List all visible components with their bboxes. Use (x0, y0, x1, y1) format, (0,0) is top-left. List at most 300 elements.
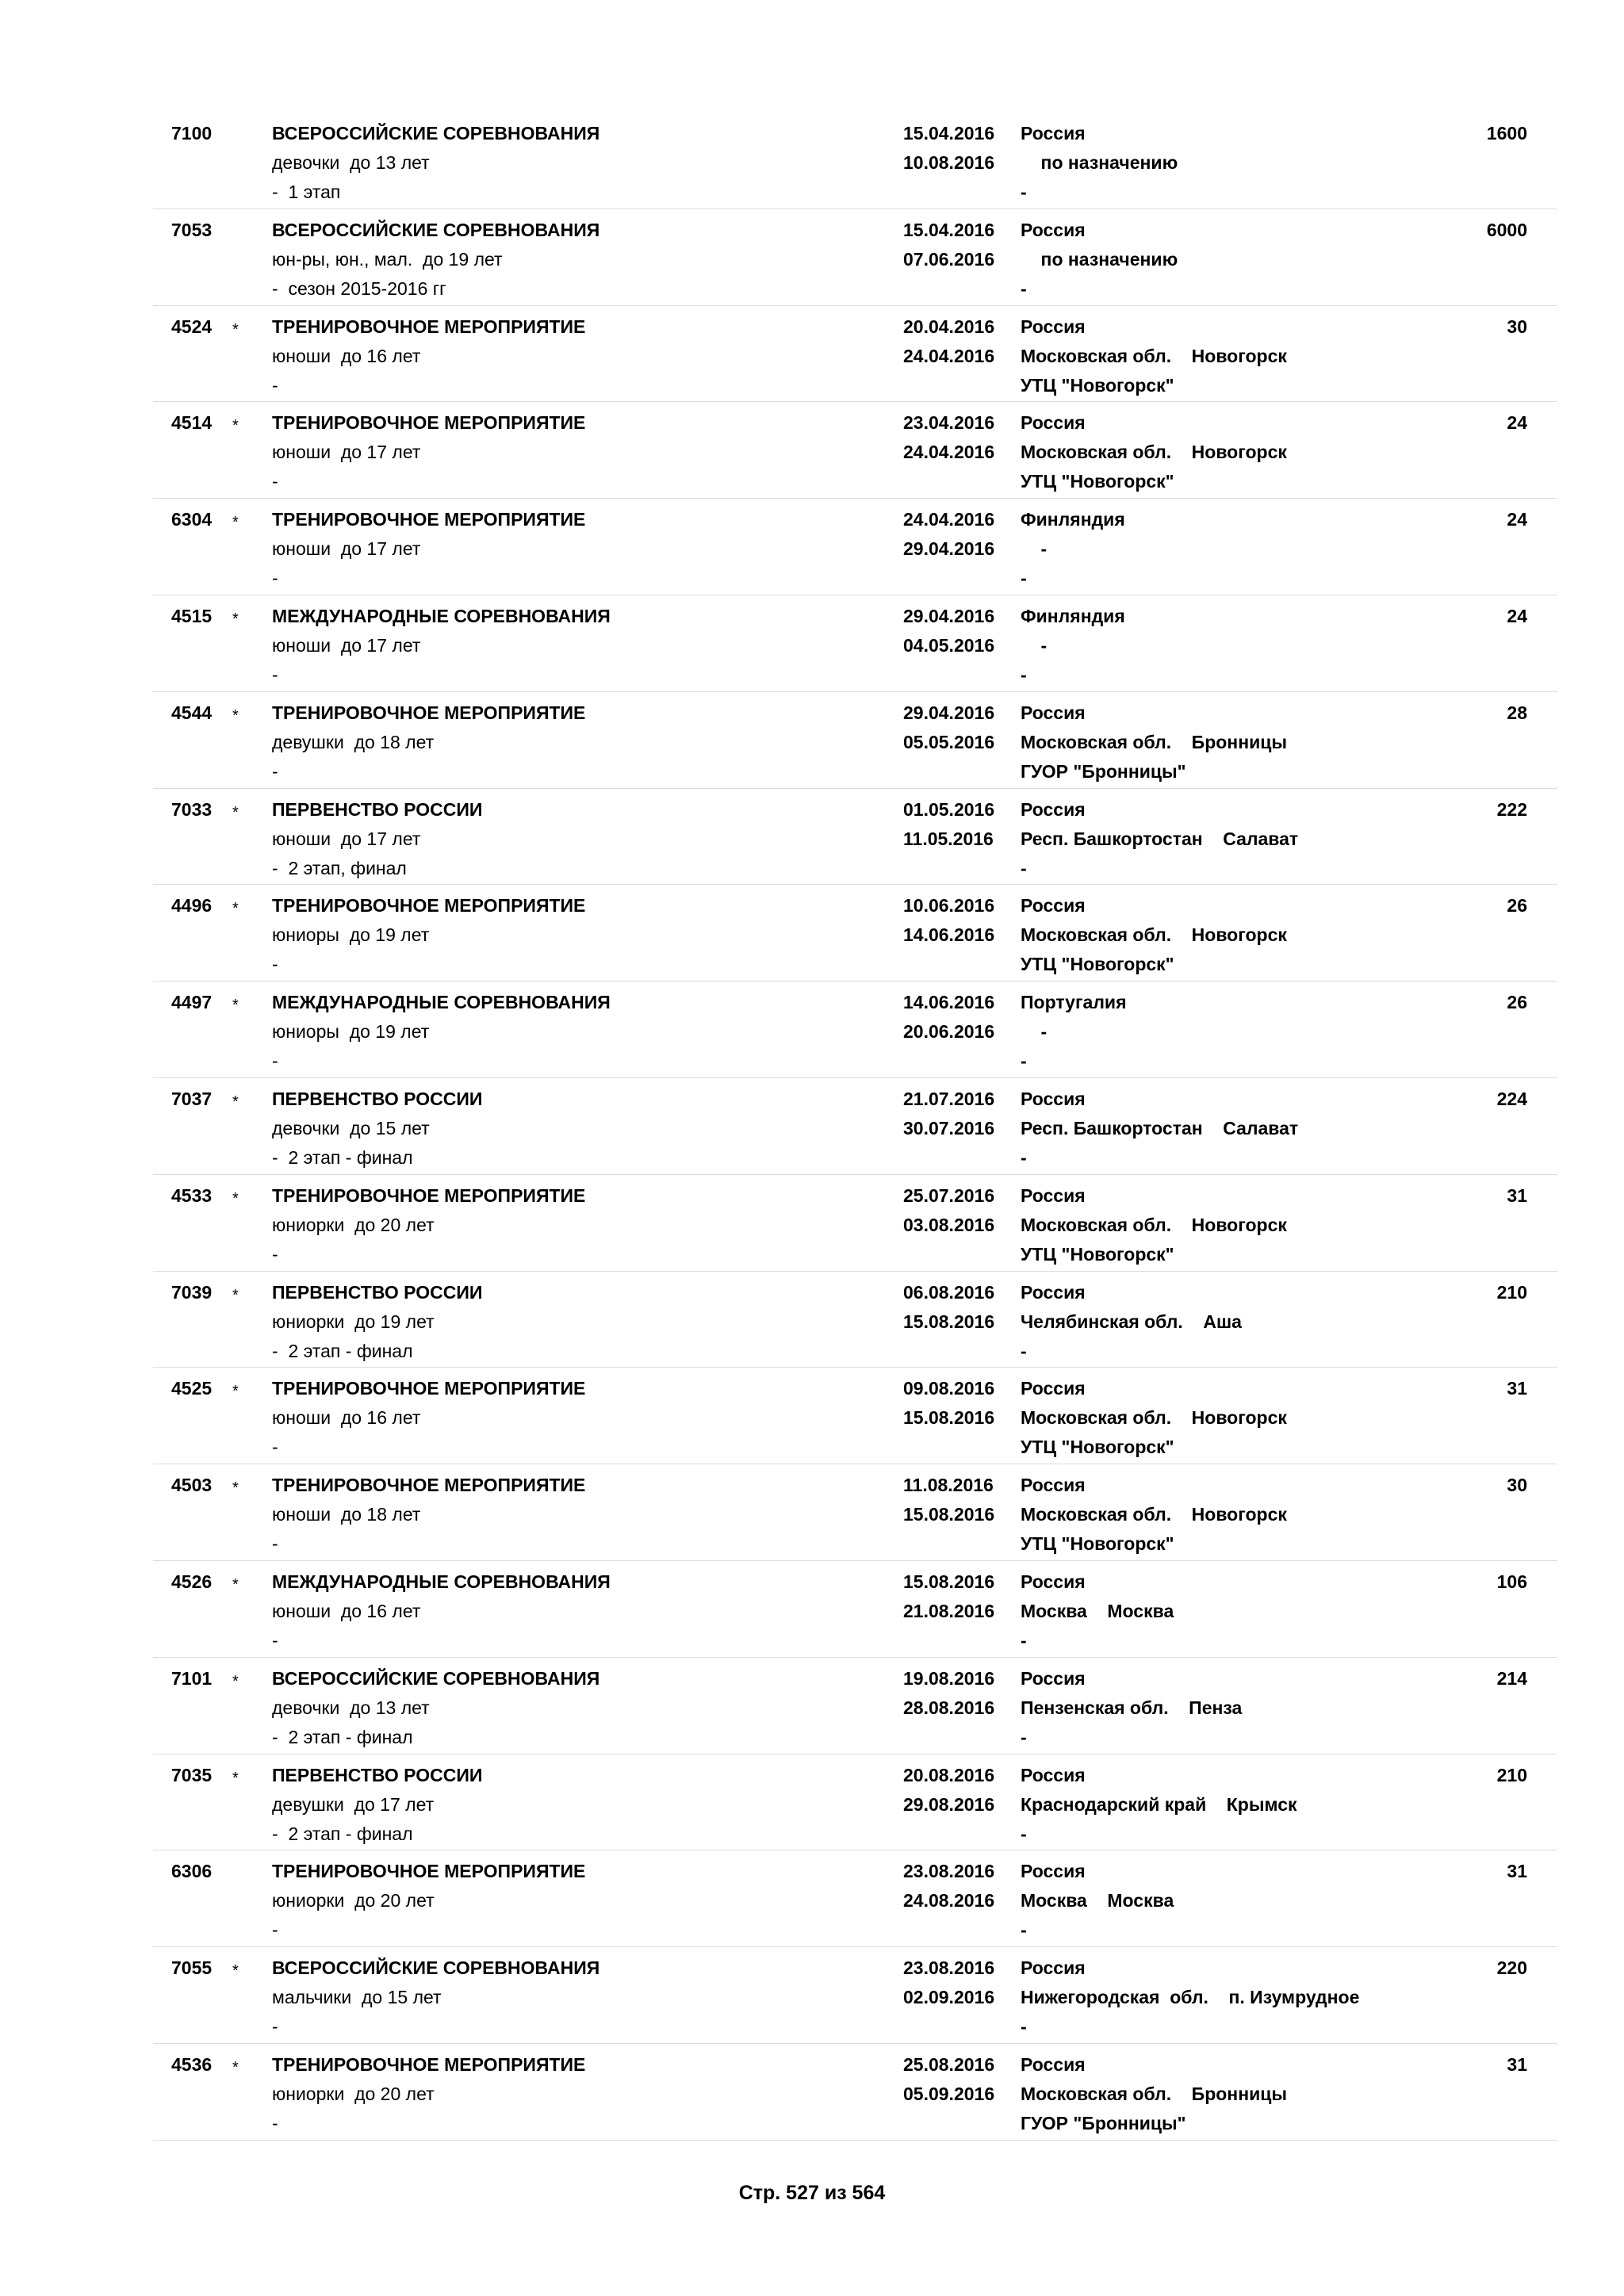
venue: УТЦ "Новогорск" (1021, 1243, 1174, 1265)
star-marker: * (232, 803, 239, 821)
end-date: 24.04.2016 (903, 442, 995, 463)
end-date: 24.08.2016 (903, 1890, 995, 1911)
event-info (272, 505, 585, 593)
event-type: ТРЕНИРОВОЧНОЕ МЕРОПРИЯТИЕ (272, 702, 586, 723)
event-dates (903, 216, 994, 274)
event-code: 4515 (171, 605, 213, 626)
event-location (1021, 698, 1287, 786)
event-code: 7100 (171, 123, 213, 144)
venue: УТЦ "Новогорск" (1021, 471, 1174, 492)
event-code: 7033 (171, 798, 213, 820)
table-row (153, 982, 1557, 1078)
end-date: 24.04.2016 (903, 345, 995, 366)
event-stage: - сезон 2015-2016 гг (272, 277, 446, 299)
end-date: 11.05.2016 (903, 828, 994, 849)
event-code: 7101 (171, 1667, 213, 1689)
country: Россия (1021, 798, 1086, 820)
event-stage: - (272, 1533, 278, 1555)
event-location (1021, 891, 1287, 979)
event-location (1021, 2050, 1287, 2138)
event-stage: - (272, 664, 278, 685)
event-location (1021, 1278, 1242, 1366)
event-type: ПЕРВЕНСТВО РОССИИ (272, 1088, 483, 1109)
event-code: 4544 (171, 702, 213, 723)
start-date: 11.08.2016 (903, 1475, 994, 1496)
age-group: юниоры до 19 лет (272, 1021, 430, 1043)
participant-count: 214 (1496, 1667, 1527, 1689)
event-type: ВСЕРОССИЙСКИЕ СОРЕВНОВАНИЯ (272, 123, 600, 144)
country: Россия (1021, 123, 1086, 144)
start-date: 25.07.2016 (903, 1184, 995, 1206)
event-stage: - 2 этап - финал (272, 1340, 413, 1361)
end-date: 07.06.2016 (903, 248, 995, 270)
star-marker: * (232, 1479, 239, 1498)
event-info (272, 216, 599, 304)
start-date: 20.04.2016 (903, 316, 995, 337)
table-row (153, 209, 1557, 306)
region-city: Нижегородская обл. п. Изумрудное (1021, 1987, 1360, 2008)
event-type: МЕЖДУНАРОДНЫЕ СОРЕВНОВАНИЯ (272, 605, 611, 626)
table-row (153, 789, 1557, 886)
event-table (153, 113, 1557, 2141)
start-date: 19.08.2016 (903, 1667, 995, 1689)
participant-count: 26 (1507, 992, 1527, 1013)
event-type: ТРЕНИРОВОЧНОЕ МЕРОПРИЯТИЕ (272, 1475, 586, 1496)
venue: - (1021, 182, 1027, 202)
event-type: ТРЕНИРОВОЧНОЕ МЕРОПРИЯТИЕ (272, 2053, 586, 2075)
event-type: ПЕРВЕНСТВО РОССИИ (272, 1764, 483, 1785)
star-marker: * (232, 1286, 239, 1304)
venue: ГУОР "Бронницы" (1021, 2112, 1186, 2133)
event-code: 4526 (171, 1571, 213, 1592)
age-group: девушки до 17 лет (272, 1793, 435, 1815)
participant-count: 1600 (1486, 123, 1527, 144)
country: Россия (1021, 1667, 1086, 1689)
age-group: девочки до 15 лет (272, 1117, 430, 1138)
start-date: 23.04.2016 (903, 412, 995, 434)
event-code: 7053 (171, 219, 213, 240)
event-dates (903, 1374, 994, 1433)
star-marker: * (232, 1769, 239, 1787)
country: Россия (1021, 1861, 1086, 1882)
event-location (1021, 1954, 1359, 2042)
age-group: юноши до 17 лет (272, 442, 421, 463)
end-date: 15.08.2016 (903, 1504, 995, 1525)
event-dates (903, 891, 994, 950)
country: Россия (1021, 316, 1086, 337)
participant-count: 24 (1507, 412, 1527, 434)
venue: - (1021, 1726, 1027, 1747)
table-row (153, 1272, 1557, 1368)
event-stage: - (272, 374, 278, 396)
event-dates (903, 1761, 994, 1820)
table-row (153, 402, 1557, 499)
region-city: Краснодарский край Крымск (1021, 1793, 1297, 1815)
event-dates (903, 1567, 994, 1626)
table-row (153, 885, 1557, 982)
start-date: 01.05.2016 (903, 798, 995, 820)
country: Россия (1021, 412, 1086, 434)
event-location (1021, 1761, 1297, 1849)
star-marker: * (232, 514, 239, 532)
event-stage: - (272, 760, 278, 782)
start-date: 29.04.2016 (903, 702, 995, 723)
end-date: 29.08.2016 (903, 1793, 995, 1815)
venue: - (1021, 1823, 1027, 1844)
event-dates (903, 1664, 994, 1723)
event-info (272, 1278, 482, 1366)
star-marker: * (232, 2058, 239, 2076)
age-group: юноши до 17 лет (272, 538, 421, 560)
participant-count: 24 (1507, 509, 1527, 530)
event-location (1021, 795, 1298, 883)
event-info (272, 795, 482, 883)
region-city: - (1021, 538, 1048, 560)
age-group: юноши до 18 лет (272, 1504, 421, 1525)
region-city: Респ. Башкортостан Салават (1021, 1117, 1299, 1138)
age-group: юноши до 17 лет (272, 828, 421, 849)
country: Россия (1021, 1764, 1086, 1785)
end-date: 28.08.2016 (903, 1697, 995, 1718)
venue: - (1021, 1629, 1027, 1651)
event-type: ТРЕНИРОВОЧНОЕ МЕРОПРИЯТИЕ (272, 1861, 586, 1882)
participant-count: 220 (1496, 1957, 1527, 1979)
event-stage: - (272, 1437, 278, 1458)
participant-count: 222 (1496, 798, 1527, 820)
table-row (153, 499, 1557, 595)
event-code: 7035 (171, 1764, 213, 1785)
region-city: Московская обл. Новогорск (1021, 1504, 1287, 1525)
event-info (272, 1567, 611, 1655)
country: Россия (1021, 1281, 1086, 1303)
country: Финляндия (1021, 509, 1125, 530)
event-location (1021, 1374, 1287, 1462)
participant-count: 210 (1496, 1281, 1527, 1303)
start-date: 15.04.2016 (903, 123, 995, 144)
event-dates (903, 698, 994, 757)
venue: - (1021, 1340, 1027, 1361)
event-info (272, 1471, 585, 1559)
region-city: Московская обл. Новогорск (1021, 1214, 1287, 1235)
event-dates (903, 312, 994, 371)
venue: - (1021, 1050, 1027, 1072)
event-dates (903, 988, 994, 1047)
event-location (1021, 1567, 1174, 1655)
region-city: Московская обл. Новогорск (1021, 924, 1287, 946)
event-dates (903, 119, 994, 178)
table-row (153, 692, 1557, 789)
table-row (153, 2044, 1557, 2141)
start-date: 23.08.2016 (903, 1861, 995, 1882)
age-group: юноши до 16 лет (272, 1600, 421, 1621)
event-location (1021, 988, 1127, 1076)
event-location (1021, 312, 1287, 400)
event-dates (903, 1954, 994, 2012)
start-date: 20.08.2016 (903, 1764, 995, 1785)
country: Финляндия (1021, 605, 1125, 626)
table-row (153, 1947, 1557, 2044)
age-group: юноши до 16 лет (272, 345, 421, 366)
start-date: 09.08.2016 (903, 1378, 995, 1399)
event-info (272, 119, 599, 207)
star-marker: * (232, 1189, 239, 1207)
table-row (153, 1078, 1557, 1175)
event-code: 4525 (171, 1378, 213, 1399)
event-location (1021, 408, 1287, 496)
event-dates (903, 505, 994, 564)
event-type: ТРЕНИРОВОЧНОЕ МЕРОПРИЯТИЕ (272, 412, 586, 434)
age-group: девушки до 18 лет (272, 731, 435, 752)
age-group: юн-ры, юн., мал. до 19 лет (272, 248, 503, 270)
event-type: МЕЖДУНАРОДНЫЕ СОРЕВНОВАНИЯ (272, 1571, 611, 1592)
age-group: юниорки до 19 лет (272, 1311, 435, 1332)
venue: ГУОР "Бронницы" (1021, 760, 1186, 782)
region-city: Московская обл. Новогорск (1021, 345, 1287, 366)
participant-count: 30 (1507, 1475, 1527, 1496)
event-dates (903, 1085, 994, 1143)
table-row (153, 113, 1557, 209)
event-location (1021, 1181, 1287, 1269)
event-type: ТРЕНИРОВОЧНОЕ МЕРОПРИЯТИЕ (272, 1184, 586, 1206)
event-stage: - (272, 568, 278, 589)
event-code: 4503 (171, 1475, 213, 1496)
age-group: юниорки до 20 лет (272, 1214, 435, 1235)
star-marker: * (232, 1093, 239, 1111)
country: Россия (1021, 1184, 1086, 1206)
region-city: - (1021, 634, 1048, 656)
star-marker: * (232, 1383, 239, 1401)
end-date: 14.06.2016 (903, 924, 995, 946)
page-number: Стр. 527 из 564 (738, 2182, 886, 2204)
event-dates (903, 1181, 994, 1240)
venue: УТЦ "Новогорск" (1021, 1437, 1174, 1458)
participant-count: 30 (1507, 316, 1527, 337)
country: Россия (1021, 702, 1086, 723)
event-type: МЕЖДУНАРОДНЫЕ СОРЕВНОВАНИЯ (272, 992, 611, 1013)
end-date: 15.08.2016 (903, 1407, 995, 1429)
region-city: Московская обл. Бронницы (1021, 2083, 1288, 2104)
age-group: юниоры до 19 лет (272, 924, 430, 946)
event-dates (903, 795, 994, 854)
event-location (1021, 1664, 1242, 1752)
end-date: 29.04.2016 (903, 538, 995, 560)
region-city: - (1021, 1021, 1048, 1043)
event-dates (903, 602, 994, 660)
venue: УТЦ "Новогорск" (1021, 1533, 1174, 1555)
region-city: Москва Москва (1021, 1600, 1174, 1621)
event-code: 7037 (171, 1088, 213, 1109)
event-code: 4533 (171, 1184, 213, 1206)
table-row (153, 1464, 1557, 1561)
event-dates (903, 2050, 994, 2109)
event-info (272, 1085, 482, 1173)
participant-count: 31 (1507, 2053, 1527, 2075)
event-stage: - 2 этап - финал (272, 1726, 413, 1747)
event-info (272, 312, 585, 400)
country: Португалия (1021, 992, 1127, 1013)
star-marker: * (232, 1575, 239, 1594)
participant-count: 31 (1507, 1184, 1527, 1206)
event-code: 4524 (171, 316, 213, 337)
event-code: 6304 (171, 509, 213, 530)
venue: - (1021, 1146, 1027, 1168)
event-code: 4496 (171, 895, 213, 916)
event-location (1021, 216, 1178, 304)
venue: - (1021, 568, 1027, 589)
country: Россия (1021, 2053, 1086, 2075)
end-date: 03.08.2016 (903, 1214, 995, 1235)
participant-count: 6000 (1486, 219, 1527, 240)
event-info (272, 1664, 599, 1752)
event-stage: - (272, 1243, 278, 1265)
event-stage: - 1 этап (272, 182, 341, 202)
end-date: 30.07.2016 (903, 1117, 995, 1138)
star-marker: * (232, 997, 239, 1015)
start-date: 15.08.2016 (903, 1571, 995, 1592)
age-group: юноши до 16 лет (272, 1407, 421, 1429)
event-code: 7039 (171, 1281, 213, 1303)
event-info (272, 602, 611, 690)
event-dates (903, 1857, 994, 1915)
table-row (153, 306, 1557, 403)
participant-count: 224 (1496, 1088, 1527, 1109)
participant-count: 31 (1507, 1861, 1527, 1882)
venue: - (1021, 1919, 1027, 1941)
region-city: Московская обл. Новогорск (1021, 1407, 1287, 1429)
event-type: ВСЕРОССИЙСКИЕ СОРЕВНОВАНИЯ (272, 1957, 600, 1979)
event-stage: - (272, 1050, 278, 1072)
table-row (153, 1368, 1557, 1464)
event-info (272, 1374, 585, 1462)
event-dates (903, 1471, 994, 1529)
start-date: 10.06.2016 (903, 895, 995, 916)
event-stage: - (272, 954, 278, 975)
venue: УТЦ "Новогорск" (1021, 954, 1174, 975)
start-date: 06.08.2016 (903, 1281, 995, 1303)
event-stage: - 2 этап - финал (272, 1823, 413, 1844)
event-stage: - (272, 1919, 278, 1941)
end-date: 20.06.2016 (903, 1021, 995, 1043)
participant-count: 28 (1507, 702, 1527, 723)
start-date: 25.08.2016 (903, 2053, 995, 2075)
region-city: Челябинская обл. Аша (1021, 1311, 1242, 1332)
star-marker: * (232, 706, 239, 725)
start-date: 15.04.2016 (903, 219, 995, 240)
country: Россия (1021, 1088, 1086, 1109)
age-group: девочки до 13 лет (272, 1697, 430, 1718)
event-info (272, 891, 585, 979)
event-type: ТРЕНИРОВОЧНОЕ МЕРОПРИЯТИЕ (272, 1378, 586, 1399)
region-city: по назначению (1021, 152, 1178, 173)
star-marker: * (232, 1962, 239, 1980)
venue: УТЦ "Новогорск" (1021, 374, 1174, 396)
event-info (272, 1857, 585, 1945)
event-code: 6306 (171, 1861, 213, 1882)
event-location (1021, 1085, 1298, 1173)
region-city: по назначению (1021, 248, 1178, 270)
age-group: юниорки до 20 лет (272, 1890, 435, 1911)
event-location (1021, 505, 1125, 593)
end-date: 10.08.2016 (903, 152, 995, 173)
region-city: Москва Москва (1021, 1890, 1174, 1911)
country: Россия (1021, 895, 1086, 916)
event-code: 4536 (171, 2053, 213, 2075)
table-row (153, 1658, 1557, 1755)
end-date: 02.09.2016 (903, 1987, 995, 2008)
event-info (272, 988, 611, 1076)
star-marker: * (232, 320, 239, 339)
country: Россия (1021, 1571, 1086, 1592)
event-dates (903, 408, 994, 467)
end-date: 05.05.2016 (903, 731, 995, 752)
event-location (1021, 1857, 1174, 1945)
start-date: 14.06.2016 (903, 992, 995, 1013)
event-location (1021, 602, 1125, 690)
region-city: Московская обл. Бронницы (1021, 731, 1288, 752)
event-type: ТРЕНИРОВОЧНОЕ МЕРОПРИЯТИЕ (272, 895, 586, 916)
event-info (272, 1954, 599, 2042)
star-marker: * (232, 610, 239, 628)
participant-count: 31 (1507, 1378, 1527, 1399)
venue: - (1021, 2016, 1027, 2038)
venue: - (1021, 277, 1027, 299)
table-row (153, 1850, 1557, 1947)
age-group: девочки до 13 лет (272, 152, 430, 173)
event-info (272, 408, 585, 496)
event-type: ПЕРВЕНСТВО РОССИИ (272, 798, 483, 820)
event-type: ПЕРВЕНСТВО РОССИИ (272, 1281, 483, 1303)
star-marker: * (232, 417, 239, 435)
event-type: ТРЕНИРОВОЧНОЕ МЕРОПРИЯТИЕ (272, 316, 586, 337)
event-location (1021, 1471, 1287, 1559)
event-stage: - (272, 2016, 278, 2038)
event-info (272, 1761, 482, 1849)
region-city: Пензенская обл. Пенза (1021, 1697, 1243, 1718)
event-dates (903, 1278, 994, 1337)
event-type: ВСЕРОССИЙСКИЕ СОРЕВНОВАНИЯ (272, 219, 600, 240)
venue: - (1021, 664, 1027, 685)
event-type: ВСЕРОССИЙСКИЕ СОРЕВНОВАНИЯ (272, 1667, 600, 1689)
region-city: Респ. Башкортостан Салават (1021, 828, 1299, 849)
age-group: юноши до 17 лет (272, 634, 421, 656)
star-marker: * (232, 900, 239, 918)
event-stage: - (272, 471, 278, 492)
event-location (1021, 119, 1178, 207)
start-date: 21.07.2016 (903, 1088, 995, 1109)
start-date: 23.08.2016 (903, 1957, 995, 1979)
event-code: 4514 (171, 412, 213, 434)
event-info (272, 698, 585, 786)
event-info (272, 1181, 585, 1269)
event-code: 4497 (171, 992, 213, 1013)
age-group: мальчики до 15 лет (272, 1987, 442, 2008)
table-row (153, 1175, 1557, 1272)
end-date: 05.09.2016 (903, 2083, 995, 2104)
end-date: 21.08.2016 (903, 1600, 995, 1621)
table-row (153, 1755, 1557, 1851)
region-city: Московская обл. Новогорск (1021, 442, 1287, 463)
end-date: 04.05.2016 (903, 634, 995, 656)
event-code: 7055 (171, 1957, 213, 1979)
country: Россия (1021, 1957, 1086, 1979)
end-date: 15.08.2016 (903, 1311, 995, 1332)
event-stage: - (272, 1629, 278, 1651)
country: Россия (1021, 219, 1086, 240)
start-date: 24.04.2016 (903, 509, 995, 530)
country: Россия (1021, 1378, 1086, 1399)
event-stage: - 2 этап, финал (272, 857, 407, 878)
participant-count: 26 (1507, 895, 1527, 916)
